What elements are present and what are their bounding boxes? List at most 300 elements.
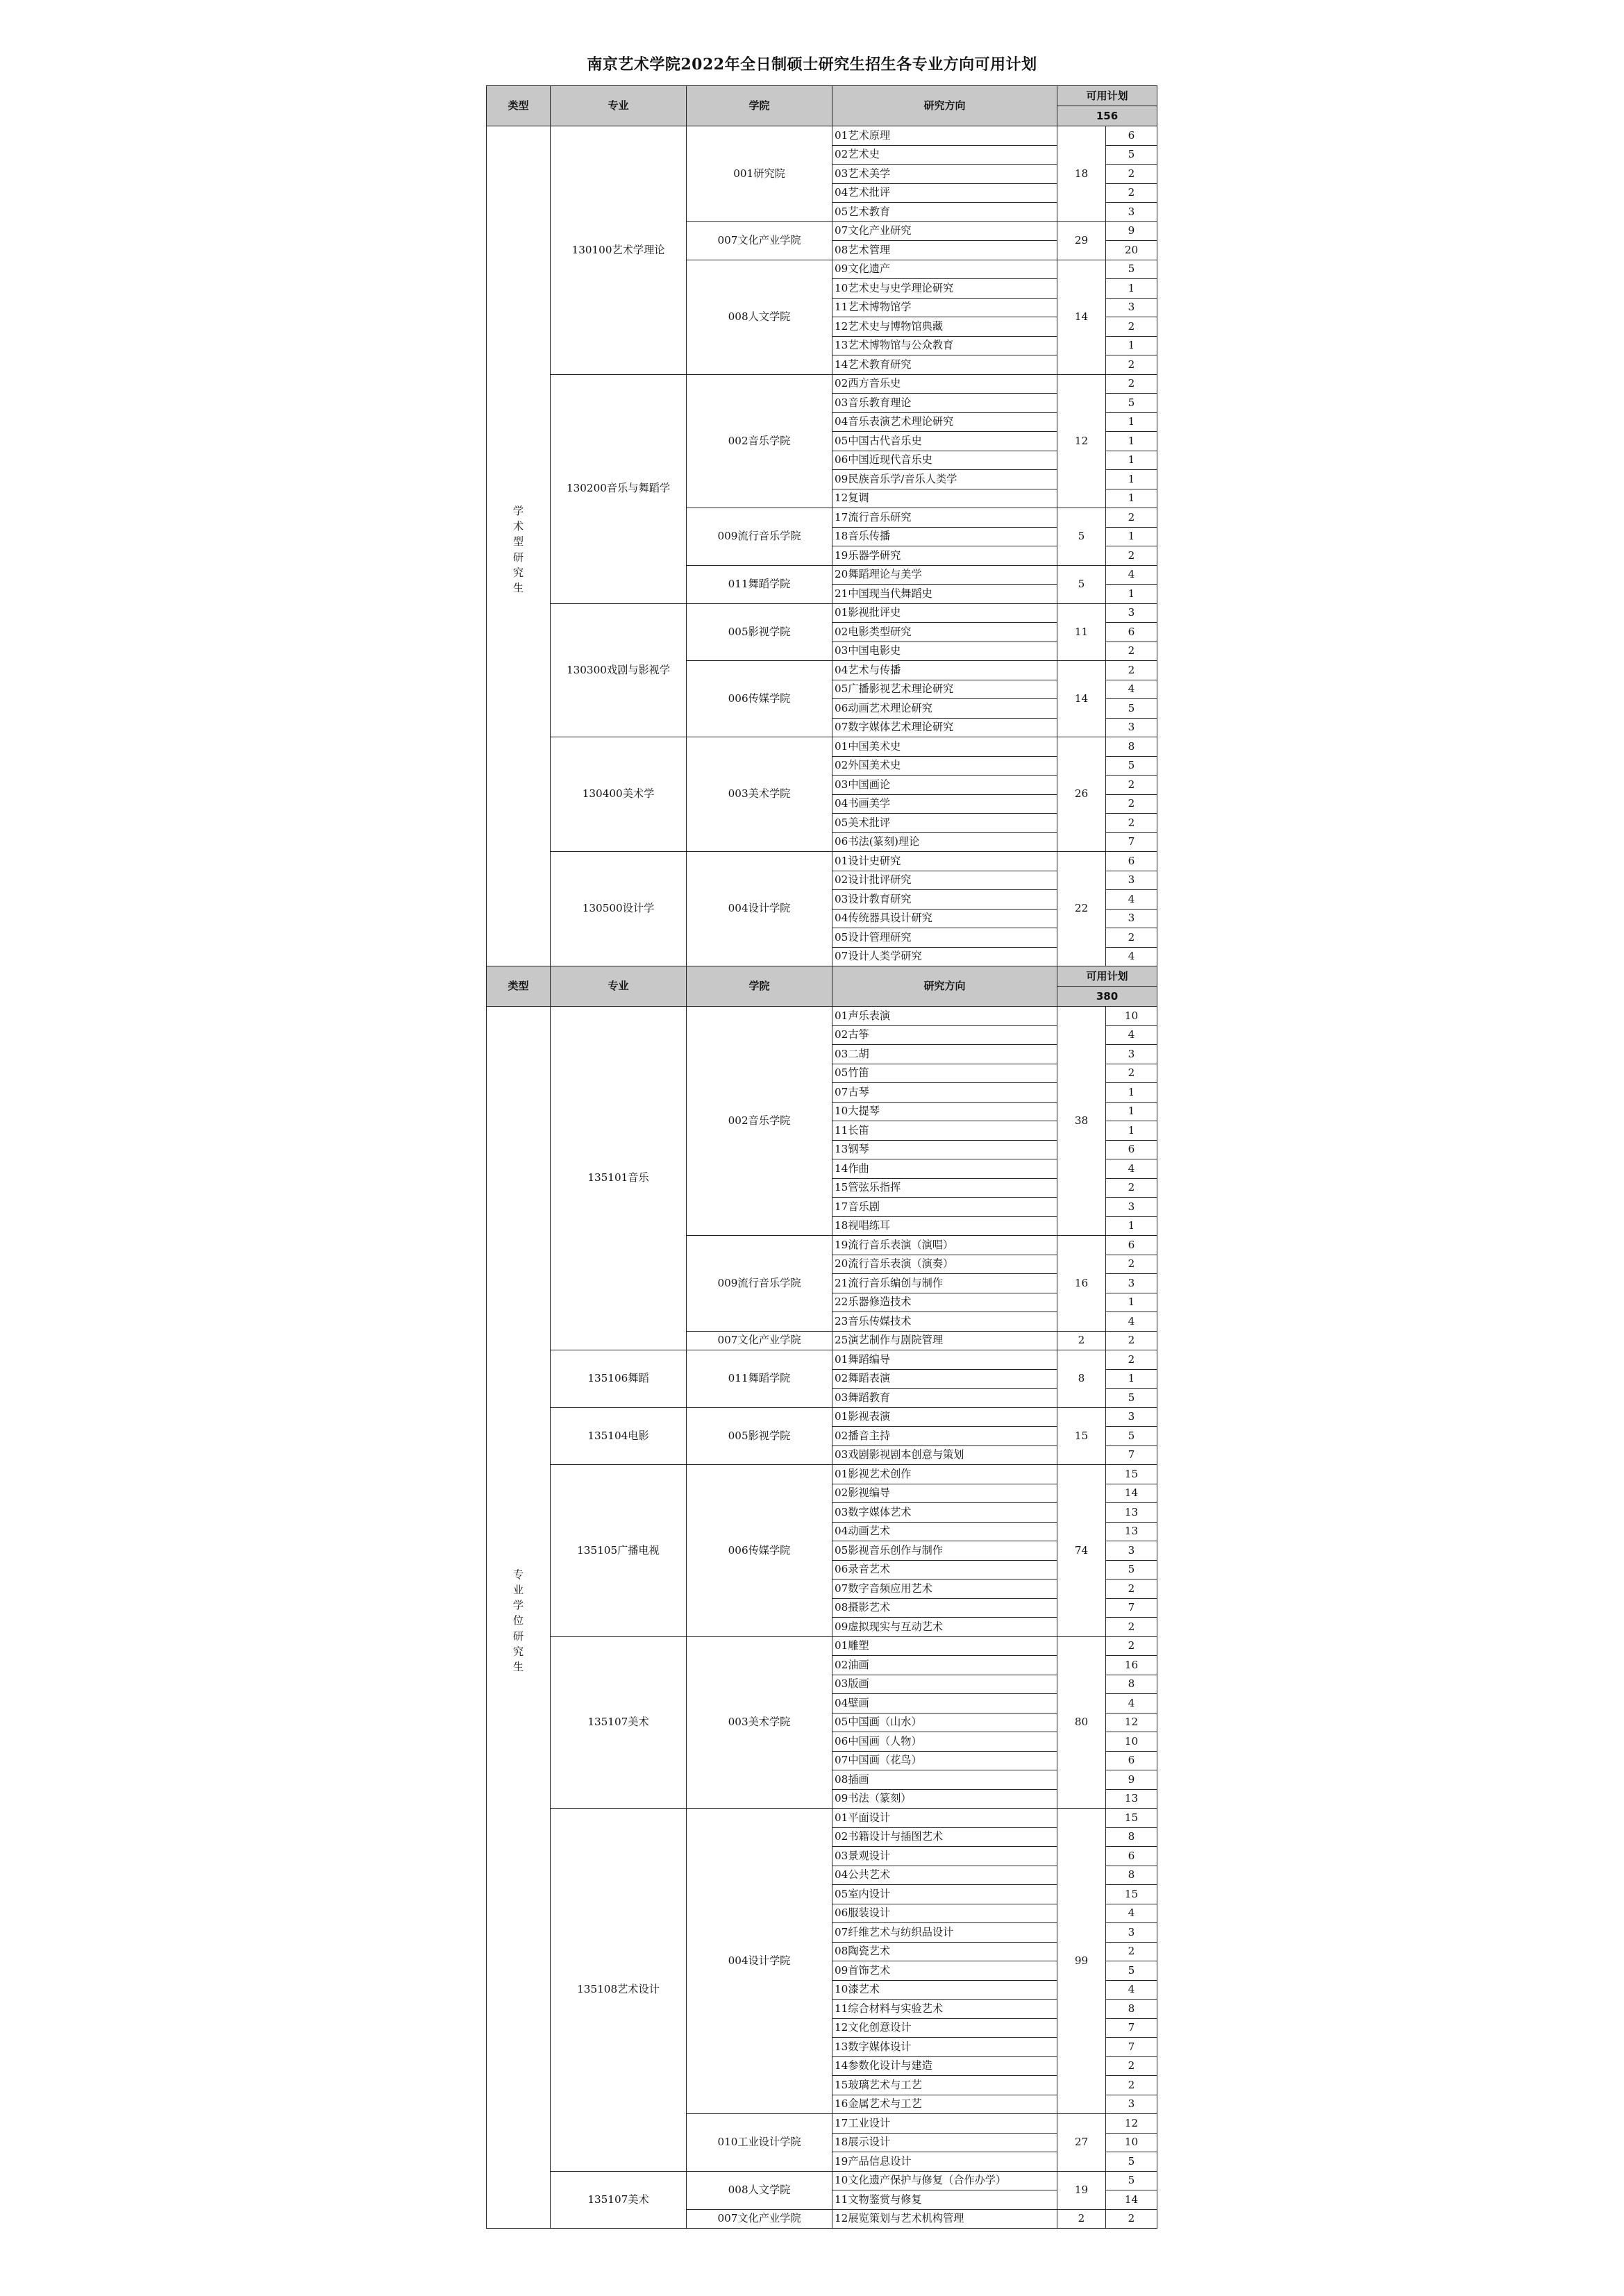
direction-cell: 15管弦乐指挥 — [832, 1178, 1057, 1198]
direction-cell: 03二胡 — [832, 1045, 1057, 1064]
direction-cell: 04壁画 — [832, 1694, 1057, 1713]
direction-cell: 18音乐传播 — [832, 527, 1057, 546]
direction-plan: 3 — [1106, 298, 1157, 317]
direction-plan: 1 — [1106, 1102, 1157, 1121]
degree-type-cell — [487, 126, 551, 966]
college-subtotal: 2 — [1057, 1331, 1106, 1350]
direction-plan: 3 — [1106, 2095, 1157, 2114]
direction-plan: 2 — [1106, 183, 1157, 203]
table-header-row — [487, 966, 1157, 987]
direction-plan: 5 — [1106, 1961, 1157, 1981]
table-row — [487, 1407, 1157, 1427]
plan-total: 380 — [1057, 987, 1157, 1007]
direction-plan: 14 — [1106, 2190, 1157, 2210]
direction-plan: 4 — [1106, 680, 1157, 699]
college-subtotal: 27 — [1057, 2114, 1106, 2172]
direction-plan: 5 — [1106, 1427, 1157, 1446]
direction-plan: 4 — [1106, 1025, 1157, 1045]
direction-plan: 7 — [1106, 2018, 1157, 2038]
direction-cell: 05室内设计 — [832, 1885, 1057, 1904]
direction-plan: 13 — [1106, 1789, 1157, 1809]
college-cell: 005影视学院 — [687, 1407, 832, 1465]
direction-plan: 2 — [1106, 508, 1157, 528]
direction-plan: 8 — [1106, 737, 1157, 757]
direction-cell: 02外国美术史 — [832, 756, 1057, 776]
direction-plan: 20 — [1106, 241, 1157, 260]
college-subtotal: 18 — [1057, 126, 1106, 222]
direction-cell: 13钢琴 — [832, 1140, 1057, 1159]
direction-cell: 04动画艺术 — [832, 1522, 1057, 1541]
direction-cell: 06录音艺术 — [832, 1560, 1057, 1579]
direction-cell: 09虚拟现实与互动艺术 — [832, 1618, 1057, 1637]
direction-plan: 1 — [1106, 470, 1157, 489]
direction-cell: 12艺术史与博物馆典藏 — [832, 317, 1057, 337]
direction-plan: 9 — [1106, 1770, 1157, 1790]
direction-cell: 05影视音乐创作与制作 — [832, 1541, 1057, 1561]
direction-cell: 03数字媒体艺术 — [832, 1503, 1057, 1523]
college-subtotal: 80 — [1057, 1636, 1106, 1809]
direction-plan: 10 — [1106, 1007, 1157, 1026]
direction-cell: 02播音主持 — [832, 1427, 1057, 1446]
major-cell: 135104电影 — [551, 1407, 687, 1465]
direction-cell: 18展示设计 — [832, 2133, 1057, 2152]
table-row — [487, 1465, 1157, 1484]
direction-cell: 15玻璃艺术与工艺 — [832, 2076, 1057, 2095]
direction-cell: 03中国电影史 — [832, 642, 1057, 661]
direction-plan: 3 — [1106, 1407, 1157, 1427]
direction-plan: 1 — [1106, 1293, 1157, 1312]
header-plan: 可用计划 — [1057, 86, 1157, 106]
degree-type-label: 专业学位研究生 — [512, 1568, 524, 1673]
college-cell: 007文化产业学院 — [687, 221, 832, 260]
major-cell: 135108艺术设计 — [551, 1809, 687, 2172]
direction-cell: 02设计批评研究 — [832, 871, 1057, 890]
direction-cell: 10艺术史与史学理论研究 — [832, 279, 1057, 299]
table-header-row — [487, 86, 1157, 106]
header-major: 专业 — [551, 86, 687, 126]
major-cell: 135107美术 — [551, 1636, 687, 1809]
direction-plan: 6 — [1106, 852, 1157, 871]
direction-plan: 4 — [1106, 1694, 1157, 1713]
direction-plan: 7 — [1106, 1446, 1157, 1465]
direction-plan: 6 — [1106, 126, 1157, 146]
college-cell: 006传媒学院 — [687, 1465, 832, 1637]
college-cell: 007文化产业学院 — [687, 1331, 832, 1350]
table-row — [487, 852, 1157, 871]
direction-plan: 3 — [1106, 1045, 1157, 1064]
direction-cell: 05艺术教育 — [832, 203, 1057, 222]
direction-cell: 12展览策划与艺术机构管理 — [832, 2209, 1057, 2229]
direction-plan: 1 — [1106, 1083, 1157, 1103]
direction-cell: 01设计史研究 — [832, 852, 1057, 871]
direction-plan: 1 — [1106, 527, 1157, 546]
college-cell: 009流行音乐学院 — [687, 508, 832, 566]
direction-cell: 19产品信息设计 — [832, 2152, 1057, 2172]
header-plan: 可用计划 — [1057, 966, 1157, 987]
college-subtotal: 2 — [1057, 2209, 1106, 2229]
direction-plan: 2 — [1106, 546, 1157, 566]
direction-plan: 5 — [1106, 1389, 1157, 1408]
direction-cell: 07纤维艺术与纺织品设计 — [832, 1923, 1057, 1943]
direction-cell: 07古琴 — [832, 1083, 1057, 1103]
enrollment-table — [486, 85, 1157, 2229]
direction-plan: 2 — [1106, 1064, 1157, 1083]
direction-cell: 01声乐表演 — [832, 1007, 1057, 1026]
header-college: 学院 — [687, 966, 832, 1007]
direction-cell: 11文物鉴赏与修复 — [832, 2190, 1057, 2210]
college-cell: 005影视学院 — [687, 603, 832, 661]
direction-cell: 02书籍设计与插图艺术 — [832, 1827, 1057, 1847]
major-cell: 130100艺术学理论 — [551, 126, 687, 375]
college-subtotal: 38 — [1057, 1007, 1106, 1236]
table-row — [487, 1350, 1157, 1370]
direction-plan: 1 — [1106, 489, 1157, 508]
direction-plan: 4 — [1106, 890, 1157, 910]
major-cell: 135107美术 — [551, 2171, 687, 2229]
table-row — [487, 2171, 1157, 2190]
direction-plan: 3 — [1106, 718, 1157, 737]
direction-cell: 04艺术与传播 — [832, 661, 1057, 680]
direction-plan: 2 — [1106, 794, 1157, 814]
direction-cell: 07数字音频应用艺术 — [832, 1579, 1057, 1599]
direction-plan: 5 — [1106, 699, 1157, 719]
table-row — [487, 737, 1157, 757]
plan-tables — [486, 85, 1157, 2229]
direction-plan: 5 — [1106, 394, 1157, 413]
direction-plan: 15 — [1106, 1465, 1157, 1484]
direction-plan: 1 — [1106, 279, 1157, 299]
college-cell: 002音乐学院 — [687, 1007, 832, 1236]
direction-plan: 15 — [1106, 1885, 1157, 1904]
direction-cell: 04音乐表演艺术理论研究 — [832, 412, 1057, 432]
college-subtotal: 14 — [1057, 661, 1106, 737]
college-cell: 004设计学院 — [687, 1809, 832, 2114]
college-subtotal: 74 — [1057, 1465, 1106, 1637]
direction-cell: 20流行音乐表演（演奏） — [832, 1255, 1057, 1274]
direction-cell: 05广播影视艺术理论研究 — [832, 680, 1057, 699]
direction-cell: 13艺术博物馆与公众教育 — [832, 336, 1057, 355]
direction-cell: 07设计人类学研究 — [832, 947, 1057, 966]
direction-plan: 2 — [1106, 165, 1157, 184]
direction-cell: 01艺术原理 — [832, 126, 1057, 146]
direction-plan: 1 — [1106, 336, 1157, 355]
table-row — [487, 126, 1157, 146]
direction-cell: 04艺术批评 — [832, 183, 1057, 203]
plan-total: 156 — [1057, 106, 1157, 126]
direction-plan: 4 — [1106, 1980, 1157, 2000]
direction-cell: 01影视表演 — [832, 1407, 1057, 1427]
direction-cell: 03戏剧影视剧本创意与策划 — [832, 1446, 1057, 1465]
college-subtotal: 5 — [1057, 508, 1106, 566]
direction-cell: 11艺术博物馆学 — [832, 298, 1057, 317]
direction-plan: 2 — [1106, 1579, 1157, 1599]
direction-plan: 6 — [1106, 1751, 1157, 1770]
direction-cell: 18视唱练耳 — [832, 1216, 1057, 1236]
direction-cell: 20舞蹈理论与美学 — [832, 565, 1057, 585]
direction-cell: 03版画 — [832, 1675, 1057, 1694]
direction-cell: 03中国画论 — [832, 776, 1057, 795]
college-subtotal: 14 — [1057, 260, 1106, 374]
direction-cell: 05竹笛 — [832, 1064, 1057, 1083]
direction-cell: 12复调 — [832, 489, 1057, 508]
direction-cell: 04传统器具设计研究 — [832, 909, 1057, 928]
direction-plan: 4 — [1106, 1159, 1157, 1179]
direction-plan: 10 — [1106, 2133, 1157, 2152]
direction-plan: 2 — [1106, 1942, 1157, 1961]
direction-cell: 01中国美术史 — [832, 737, 1057, 757]
direction-cell: 23音乐传媒技术 — [832, 1312, 1057, 1332]
college-subtotal: 16 — [1057, 1236, 1106, 1332]
direction-plan: 12 — [1106, 1713, 1157, 1732]
major-cell: 130200音乐与舞蹈学 — [551, 374, 687, 603]
direction-plan: 2 — [1106, 1331, 1157, 1350]
direction-plan: 6 — [1106, 1236, 1157, 1255]
direction-cell: 13数字媒体设计 — [832, 2038, 1057, 2057]
direction-plan: 3 — [1106, 909, 1157, 928]
major-cell: 135106舞蹈 — [551, 1350, 687, 1408]
table-row — [487, 1636, 1157, 1656]
direction-cell: 03设计教育研究 — [832, 890, 1057, 910]
direction-plan: 2 — [1106, 928, 1157, 948]
direction-cell: 05中国古代音乐史 — [832, 432, 1057, 451]
direction-plan: 2 — [1106, 1178, 1157, 1198]
direction-plan: 1 — [1106, 1369, 1157, 1389]
direction-cell: 17音乐剧 — [832, 1198, 1057, 1217]
direction-plan: 14 — [1106, 1484, 1157, 1503]
direction-cell: 17流行音乐研究 — [832, 508, 1057, 528]
direction-plan: 4 — [1106, 1312, 1157, 1332]
college-cell: 008人文学院 — [687, 2171, 832, 2209]
college-cell: 004设计学院 — [687, 852, 832, 966]
direction-plan: 5 — [1106, 2152, 1157, 2172]
college-cell: 010工业设计学院 — [687, 2114, 832, 2172]
direction-plan: 2 — [1106, 2056, 1157, 2076]
college-subtotal: 22 — [1057, 852, 1106, 966]
header-college: 学院 — [687, 86, 832, 126]
direction-plan: 2 — [1106, 776, 1157, 795]
college-cell: 011舞蹈学院 — [687, 1350, 832, 1408]
direction-plan: 8 — [1106, 1866, 1157, 1885]
college-subtotal: 11 — [1057, 603, 1106, 661]
direction-cell: 06中国画（人物） — [832, 1732, 1057, 1752]
direction-cell: 19流行音乐表演（演唱） — [832, 1236, 1057, 1255]
direction-plan: 3 — [1106, 1274, 1157, 1293]
college-subtotal: 26 — [1057, 737, 1106, 852]
college-subtotal: 12 — [1057, 374, 1106, 508]
direction-plan: 10 — [1106, 1732, 1157, 1752]
direction-cell: 01雕塑 — [832, 1636, 1057, 1656]
college-subtotal: 15 — [1057, 1407, 1106, 1465]
direction-cell: 02油画 — [832, 1656, 1057, 1675]
direction-plan: 2 — [1106, 2209, 1157, 2229]
major-cell: 130500设计学 — [551, 852, 687, 966]
direction-plan: 5 — [1106, 1560, 1157, 1579]
direction-plan: 2 — [1106, 642, 1157, 661]
page-title: 南京艺术学院2022年全日制硕士研究生招生各专业方向可用计划 — [587, 56, 1037, 74]
direction-plan: 8 — [1106, 2000, 1157, 2019]
direction-cell: 03艺术美学 — [832, 165, 1057, 184]
direction-plan: 3 — [1106, 1541, 1157, 1561]
direction-plan: 5 — [1106, 2171, 1157, 2190]
college-cell: 002音乐学院 — [687, 374, 832, 508]
direction-plan: 1 — [1106, 412, 1157, 432]
direction-plan: 2 — [1106, 355, 1157, 375]
direction-plan: 1 — [1106, 1216, 1157, 1236]
direction-cell: 02西方音乐史 — [832, 374, 1057, 394]
direction-cell: 09文化遗产 — [832, 260, 1057, 279]
direction-cell: 08艺术管理 — [832, 241, 1057, 260]
direction-cell: 02古筝 — [832, 1025, 1057, 1045]
direction-cell: 07数字媒体艺术理论研究 — [832, 718, 1057, 737]
direction-cell: 10大提琴 — [832, 1102, 1057, 1121]
direction-plan: 8 — [1106, 1827, 1157, 1847]
college-cell: 003美术学院 — [687, 737, 832, 852]
direction-plan: 3 — [1106, 1198, 1157, 1217]
direction-cell: 21流行音乐编创与制作 — [832, 1274, 1057, 1293]
direction-cell: 09民族音乐学/音乐人类学 — [832, 470, 1057, 489]
header-major: 专业 — [551, 966, 687, 1007]
direction-cell: 09首饰艺术 — [832, 1961, 1057, 1981]
direction-cell: 16金属艺术与工艺 — [832, 2095, 1057, 2114]
table-row — [487, 374, 1157, 394]
college-cell: 007文化产业学院 — [687, 2209, 832, 2229]
direction-cell: 10漆艺术 — [832, 1980, 1057, 2000]
direction-plan: 6 — [1106, 1140, 1157, 1159]
direction-plan: 13 — [1106, 1522, 1157, 1541]
direction-plan: 5 — [1106, 756, 1157, 776]
major-cell: 130400美术学 — [551, 737, 687, 852]
direction-plan: 9 — [1106, 221, 1157, 241]
direction-cell: 06动画艺术理论研究 — [832, 699, 1057, 719]
direction-cell: 08摄影艺术 — [832, 1598, 1057, 1618]
direction-plan: 2 — [1106, 1618, 1157, 1637]
direction-cell: 11长笛 — [832, 1121, 1057, 1141]
direction-plan: 6 — [1106, 623, 1157, 642]
college-subtotal: 29 — [1057, 221, 1106, 260]
direction-cell: 14参数化设计与建造 — [832, 2056, 1057, 2076]
direction-cell: 01平面设计 — [832, 1809, 1057, 1828]
college-subtotal: 19 — [1057, 2171, 1106, 2209]
direction-plan: 2 — [1106, 317, 1157, 337]
direction-plan: 2 — [1106, 1350, 1157, 1370]
table-row — [487, 1007, 1157, 1026]
college-subtotal: 8 — [1057, 1350, 1106, 1408]
degree-type-cell — [487, 1007, 551, 2229]
table-row — [487, 1809, 1157, 1828]
direction-plan: 3 — [1106, 603, 1157, 623]
direction-cell: 08陶瓷艺术 — [832, 1942, 1057, 1961]
direction-cell: 04书画美学 — [832, 794, 1057, 814]
direction-cell: 02电影类型研究 — [832, 623, 1057, 642]
direction-plan: 7 — [1106, 832, 1157, 852]
direction-cell: 05美术批评 — [832, 814, 1057, 833]
direction-cell: 03舞蹈教育 — [832, 1389, 1057, 1408]
direction-cell: 06书法(篆刻)理论 — [832, 832, 1057, 852]
direction-cell: 09书法（篆刻） — [832, 1789, 1057, 1809]
header-direction: 研究方向 — [832, 966, 1057, 1007]
direction-plan: 4 — [1106, 947, 1157, 966]
major-cell: 135101音乐 — [551, 1007, 687, 1350]
direction-plan: 2 — [1106, 2076, 1157, 2095]
direction-plan: 3 — [1106, 871, 1157, 890]
direction-plan: 16 — [1106, 1656, 1157, 1675]
direction-cell: 02艺术史 — [832, 145, 1057, 165]
direction-plan: 5 — [1106, 260, 1157, 279]
direction-plan: 2 — [1106, 814, 1157, 833]
direction-cell: 05中国画（山水） — [832, 1713, 1057, 1732]
direction-cell: 12文化创意设计 — [832, 2018, 1057, 2038]
college-cell: 006传媒学院 — [687, 661, 832, 737]
direction-cell: 03音乐教育理论 — [832, 394, 1057, 413]
direction-cell: 08插画 — [832, 1770, 1057, 1790]
direction-plan: 2 — [1106, 661, 1157, 680]
direction-plan: 1 — [1106, 1121, 1157, 1141]
direction-plan: 4 — [1106, 1904, 1157, 1923]
direction-cell: 07中国画（花鸟） — [832, 1751, 1057, 1770]
college-cell: 009流行音乐学院 — [687, 1236, 832, 1332]
header-type: 类型 — [487, 86, 551, 126]
direction-cell: 04公共艺术 — [832, 1866, 1057, 1885]
table-row — [487, 603, 1157, 623]
direction-plan: 13 — [1106, 1503, 1157, 1523]
direction-cell: 02舞蹈表演 — [832, 1369, 1057, 1389]
direction-plan: 2 — [1106, 374, 1157, 394]
direction-cell: 06中国近现代音乐史 — [832, 451, 1057, 470]
college-cell: 008人文学院 — [687, 260, 832, 374]
direction-plan: 4 — [1106, 565, 1157, 585]
direction-cell: 01舞蹈编导 — [832, 1350, 1057, 1370]
direction-cell: 19乐器学研究 — [832, 546, 1057, 566]
direction-cell: 05设计管理研究 — [832, 928, 1057, 948]
degree-type-label: 学术型研究生 — [512, 505, 524, 594]
direction-cell: 10文化遗产保护与修复（合作办学） — [832, 2171, 1057, 2190]
college-cell: 011舞蹈学院 — [687, 565, 832, 603]
direction-cell: 06服装设计 — [832, 1904, 1057, 1923]
direction-plan: 2 — [1106, 1636, 1157, 1656]
direction-plan: 8 — [1106, 1675, 1157, 1694]
direction-cell: 25演艺制作与剧院管理 — [832, 1331, 1057, 1350]
direction-cell: 14作曲 — [832, 1159, 1057, 1179]
college-subtotal: 99 — [1057, 1809, 1106, 2114]
college-cell: 003美术学院 — [687, 1636, 832, 1809]
direction-plan: 1 — [1106, 432, 1157, 451]
direction-plan: 1 — [1106, 585, 1157, 604]
direction-plan: 7 — [1106, 1598, 1157, 1618]
direction-plan: 2 — [1106, 1255, 1157, 1274]
direction-plan: 7 — [1106, 2038, 1157, 2057]
direction-cell: 21中国现当代舞蹈史 — [832, 585, 1057, 604]
direction-cell: 01影视批评史 — [832, 603, 1057, 623]
direction-cell: 07文化产业研究 — [832, 221, 1057, 241]
direction-plan: 5 — [1106, 145, 1157, 165]
direction-plan: 6 — [1106, 1847, 1157, 1866]
college-subtotal: 5 — [1057, 565, 1106, 603]
direction-cell: 17工业设计 — [832, 2114, 1057, 2134]
header-direction: 研究方向 — [832, 86, 1057, 126]
header-type: 类型 — [487, 966, 551, 1007]
direction-plan: 1 — [1106, 451, 1157, 470]
college-cell: 001研究院 — [687, 126, 832, 222]
direction-plan: 3 — [1106, 1923, 1157, 1943]
direction-cell: 14艺术教育研究 — [832, 355, 1057, 375]
major-cell: 130300戏剧与影视学 — [551, 603, 687, 737]
direction-plan: 3 — [1106, 203, 1157, 222]
direction-cell: 02影视编导 — [832, 1484, 1057, 1503]
direction-plan: 15 — [1106, 1809, 1157, 1828]
direction-cell: 22乐器修造技术 — [832, 1293, 1057, 1312]
major-cell: 135105广播电视 — [551, 1465, 687, 1637]
direction-plan: 12 — [1106, 2114, 1157, 2134]
